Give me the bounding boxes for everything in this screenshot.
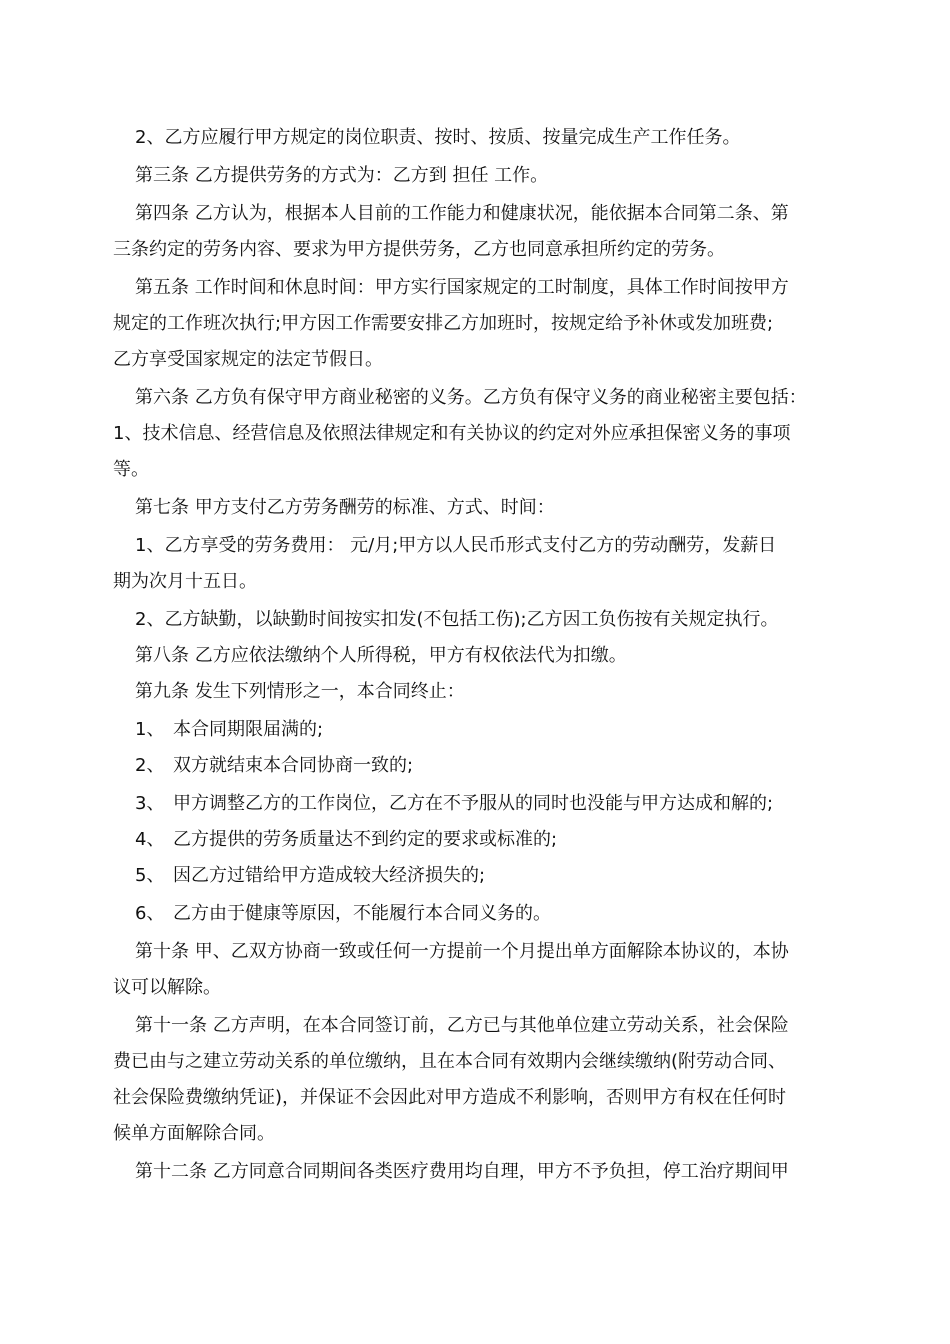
list-item <box>135 902 551 926</box>
list-item-number: 4、 <box>135 829 165 850</box>
article-6-line: 等。 <box>113 459 149 480</box>
article-4-line: 第四条 乙方认为，根据本人目前的工作能力和健康状况，能依据本合同第二条、第 <box>135 203 789 224</box>
article-11-line: 第十一条 乙方声明，在本合同签订前，乙方已与其他单位建立劳动关系，社会保险 <box>135 1015 789 1036</box>
article-11-line: 候单方面解除合同。 <box>113 1123 275 1144</box>
article-7-line: 第七条 甲方支付乙方劳务酬劳的标准、方式、时间： <box>135 497 555 518</box>
list-item <box>135 792 774 816</box>
list-item-number: 6、 <box>135 903 165 924</box>
article-6-line: 第六条 乙方负有保守甲方商业秘密的义务。乙方负有保守义务的商业秘密主要包括： <box>135 387 807 408</box>
article-7-clause-1: 期为次月十五日。 <box>113 571 257 592</box>
article-5-line: 第五条 工作时间和休息时间：甲方实行国家规定的工时制度，具体工作时间按甲方 <box>135 277 789 298</box>
article-3-line: 第三条 乙方提供劳务的方式为：乙方到 担任 工作。 <box>135 165 549 186</box>
list-item-text: 乙方由于健康等原因，不能履行本合同义务的。 <box>173 903 551 924</box>
list-item-number: 3、 <box>135 793 165 814</box>
article-9-line: 第九条 发生下列情形之一，本合同终止： <box>135 681 465 702</box>
article-7-clause-1: 1、乙方享受的劳务费用： 元/月;甲方以人民币形式支付乙方的劳动酬劳，发薪日 <box>135 535 777 556</box>
list-item-number: 2、 <box>135 755 165 776</box>
list-item <box>135 718 324 742</box>
article-5-line: 规定的工作班次执行;甲方因工作需要安排乙方加班时，按规定给予补休或发加班费; <box>113 313 774 334</box>
article-10-line: 议可以解除。 <box>113 977 221 998</box>
list-item-text: 乙方提供的劳务质量达不到约定的要求或标准的; <box>173 829 558 850</box>
article-8-line: 第八条 乙方应依法缴纳个人所得税，甲方有权依法代为扣缴。 <box>135 645 627 666</box>
list-item-text: 本合同期限届满的; <box>173 719 324 740</box>
list-item <box>135 754 414 778</box>
article-12-line: 第十二条 乙方同意合同期间各类医疗费用均自理，甲方不予负担，停工治疗期间甲 <box>135 1161 789 1182</box>
article-11-line: 费已由与之建立劳动关系的单位缴纳，且在本合同有效期内会继续缴纳(附劳动合同、 <box>113 1051 787 1072</box>
article-7-clause-2: 2、乙方缺勤，以缺勤时间按实扣发(不包括工伤);乙方因工负伤按有关规定执行。 <box>135 609 779 630</box>
paragraph-line: 2、乙方应履行甲方规定的岗位职责、按时、按质、按量完成生产工作任务。 <box>135 127 741 148</box>
list-item <box>135 864 486 888</box>
list-item <box>135 828 558 852</box>
list-item-text: 因乙方过错给甲方造成较大经济损失的; <box>173 865 486 886</box>
list-item-number: 1、 <box>135 719 165 740</box>
article-10-line: 第十条 甲、乙双方协商一致或任何一方提前一个月提出单方面解除本协议的，本协 <box>135 941 789 962</box>
article-11-line: 社会保险费缴纳凭证)，并保证不会因此对甲方造成不利影响，否则甲方有权在任何时 <box>113 1087 787 1108</box>
article-6-line: 1、技术信息、经营信息及依照法律规定和有关协议的约定对外应承担保密义务的事项 <box>113 423 791 444</box>
article-4-line: 三条约定的劳务内容、要求为甲方提供劳务，乙方也同意承担所约定的劳务。 <box>113 239 725 260</box>
list-item-text: 双方就结束本合同协商一致的; <box>173 755 414 776</box>
article-5-line: 乙方享受国家规定的法定节假日。 <box>113 349 383 370</box>
list-item-number: 5、 <box>135 865 165 886</box>
list-item-text: 甲方调整乙方的工作岗位，乙方在不予服从的同时也没能与甲方达成和解的; <box>173 793 774 814</box>
